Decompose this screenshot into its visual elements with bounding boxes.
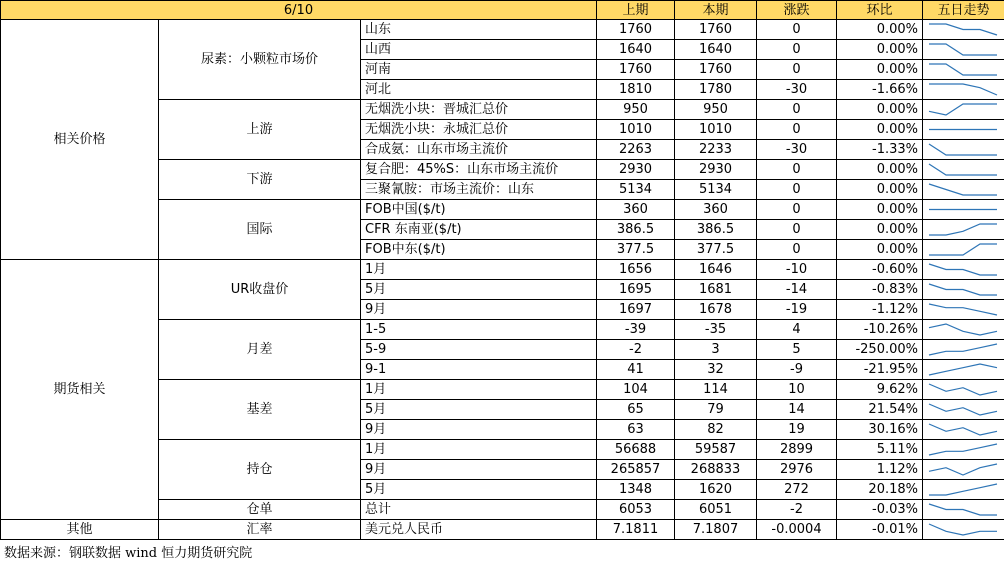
sparkline-line	[929, 364, 997, 375]
subgroup-label: 仓单	[159, 500, 361, 520]
item-name: 复合肥：45%S：山东市场主流价	[361, 160, 597, 180]
item-name: 1-5	[361, 320, 597, 340]
sparkline	[923, 300, 1004, 320]
change-value: 272	[757, 480, 837, 500]
pct-value: -0.03%	[837, 500, 923, 520]
sparkline-svg	[927, 162, 999, 177]
change-value: 0	[757, 200, 837, 220]
subgroup-label: 汇率	[159, 520, 361, 540]
sparkline-line	[929, 524, 997, 535]
sparkline-line	[929, 104, 997, 115]
item-name: 1月	[361, 380, 597, 400]
sparkline	[923, 260, 1004, 280]
prev-value: 377.5	[597, 240, 675, 260]
item-name: 合成氨：山东市场主流价	[361, 140, 597, 160]
sparkline	[923, 40, 1004, 60]
subgroup-label: 下游	[159, 160, 361, 200]
sparkline-svg	[927, 342, 999, 357]
sparkline-svg	[927, 102, 999, 117]
header-trend: 五日走势	[923, 1, 1004, 20]
curr-value: 82	[675, 420, 757, 440]
change-value: 0	[757, 60, 837, 80]
curr-value: 1760	[675, 60, 757, 80]
pct-value: 0.00%	[837, 40, 923, 60]
sparkline-svg	[927, 502, 999, 517]
sparkline-svg	[927, 202, 999, 217]
sparkline	[923, 100, 1004, 120]
sparkline-line	[929, 404, 997, 415]
pct-value: 0.00%	[837, 200, 923, 220]
pct-value: 20.18%	[837, 480, 923, 500]
change-value: -30	[757, 80, 837, 100]
sparkline-svg	[927, 462, 999, 477]
pct-value: -21.95%	[837, 360, 923, 380]
sparkline	[923, 140, 1004, 160]
sparkline	[923, 220, 1004, 240]
sparkline-line	[929, 284, 997, 295]
prev-value: 2263	[597, 140, 675, 160]
change-value: 0	[757, 240, 837, 260]
sparkline-line	[929, 164, 997, 175]
sparkline-svg	[927, 262, 999, 277]
pct-value: 9.62%	[837, 380, 923, 400]
curr-value: 950	[675, 100, 757, 120]
change-value: -0.0004	[757, 520, 837, 540]
sparkline-svg	[927, 362, 999, 377]
item-name: FOB中东($/t)	[361, 240, 597, 260]
sparkline-line	[929, 244, 997, 255]
pct-value: -1.66%	[837, 80, 923, 100]
change-value: -10	[757, 260, 837, 280]
change-value: -9	[757, 360, 837, 380]
sparkline-line	[929, 504, 997, 515]
item-name: 河北	[361, 80, 597, 100]
item-name: 5月	[361, 280, 597, 300]
sparkline-svg	[927, 322, 999, 337]
sparkline	[923, 280, 1004, 300]
change-value: 0	[757, 120, 837, 140]
pct-value: 0.00%	[837, 120, 923, 140]
sparkline-svg	[927, 482, 999, 497]
sparkline	[923, 380, 1004, 400]
pct-value: -1.12%	[837, 300, 923, 320]
sparkline-line	[929, 224, 997, 235]
curr-value: 79	[675, 400, 757, 420]
sparkline	[923, 460, 1004, 480]
curr-value: 386.5	[675, 220, 757, 240]
prev-value: 386.5	[597, 220, 675, 240]
prev-value: 950	[597, 100, 675, 120]
prev-value: 1010	[597, 120, 675, 140]
prev-value: 1760	[597, 20, 675, 40]
item-name: 山西	[361, 40, 597, 60]
sparkline	[923, 480, 1004, 500]
change-value: 14	[757, 400, 837, 420]
sparkline-line	[929, 184, 997, 195]
curr-value: 114	[675, 380, 757, 400]
header-pct: 环比	[837, 1, 923, 20]
sparkline-line	[929, 424, 997, 435]
sparkline	[923, 120, 1004, 140]
curr-value: 3	[675, 340, 757, 360]
item-name: 9月	[361, 460, 597, 480]
item-name: 5月	[361, 480, 597, 500]
prev-value: 6053	[597, 500, 675, 520]
change-value: 0	[757, 180, 837, 200]
change-value: 0	[757, 160, 837, 180]
change-value: 19	[757, 420, 837, 440]
item-name: FOB中国($/t)	[361, 200, 597, 220]
pct-value: 0.00%	[837, 160, 923, 180]
curr-value: 32	[675, 360, 757, 380]
pct-value: 0.00%	[837, 220, 923, 240]
item-name: 1月	[361, 260, 597, 280]
curr-value: 1010	[675, 120, 757, 140]
sparkline-line	[929, 144, 997, 155]
sparkline	[923, 180, 1004, 200]
item-name: 9月	[361, 300, 597, 320]
group-label: 相关价格	[1, 20, 159, 260]
header-chg: 涨跌	[757, 1, 837, 20]
change-value: 0	[757, 20, 837, 40]
prev-value: -39	[597, 320, 675, 340]
curr-value: 5134	[675, 180, 757, 200]
prev-value: 265857	[597, 460, 675, 480]
header-date: 6/10	[1, 1, 597, 20]
sparkline-svg	[927, 282, 999, 297]
change-value: 0	[757, 220, 837, 240]
sparkline-svg	[927, 82, 999, 97]
curr-value: 1760	[675, 20, 757, 40]
table-row	[1, 260, 1004, 280]
pct-value: 0.00%	[837, 20, 923, 40]
curr-value: 1646	[675, 260, 757, 280]
sparkline	[923, 360, 1004, 380]
sparkline	[923, 340, 1004, 360]
sparkline-line	[929, 24, 997, 35]
pct-value: 21.54%	[837, 400, 923, 420]
pct-value: -0.01%	[837, 520, 923, 540]
curr-value: 2930	[675, 160, 757, 180]
curr-value: 6051	[675, 500, 757, 520]
change-value: 5	[757, 340, 837, 360]
table-row	[1, 20, 1004, 40]
item-name: 9-1	[361, 360, 597, 380]
prev-value: 5134	[597, 180, 675, 200]
item-name: 9月	[361, 420, 597, 440]
pct-value: -0.60%	[837, 260, 923, 280]
sparkline-svg	[927, 442, 999, 457]
change-value: 4	[757, 320, 837, 340]
change-value: 0	[757, 40, 837, 60]
group-label: 期货相关	[1, 260, 159, 520]
curr-value: -35	[675, 320, 757, 340]
curr-value: 1780	[675, 80, 757, 100]
pct-value: 5.11%	[837, 440, 923, 460]
sparkline-line	[929, 464, 997, 475]
item-name: 5-9	[361, 340, 597, 360]
change-value: -19	[757, 300, 837, 320]
sparkline-svg	[927, 182, 999, 197]
prev-value: -2	[597, 340, 675, 360]
sparkline-svg	[927, 382, 999, 397]
curr-value: 7.1807	[675, 520, 757, 540]
item-name: 山东	[361, 20, 597, 40]
pct-value: 1.12%	[837, 460, 923, 480]
curr-value: 360	[675, 200, 757, 220]
table-row	[1, 520, 1004, 540]
sparkline	[923, 420, 1004, 440]
header-prev: 上期	[597, 1, 675, 20]
prev-value: 7.1811	[597, 520, 675, 540]
change-value: 10	[757, 380, 837, 400]
sparkline-line	[929, 264, 997, 275]
prev-value: 65	[597, 400, 675, 420]
pct-value: 0.00%	[837, 180, 923, 200]
item-name: 三聚氰胺：市场主流价：山东	[361, 180, 597, 200]
sparkline	[923, 80, 1004, 100]
item-name: 1月	[361, 440, 597, 460]
sparkline	[923, 20, 1004, 40]
sparkline-line	[929, 44, 997, 55]
pct-value: 30.16%	[837, 420, 923, 440]
item-name: 美元兑人民币	[361, 520, 597, 540]
prev-value: 1348	[597, 480, 675, 500]
sparkline-svg	[927, 242, 999, 257]
sparkline	[923, 320, 1004, 340]
prev-value: 1640	[597, 40, 675, 60]
subgroup-label: 月差	[159, 320, 361, 380]
sparkline	[923, 440, 1004, 460]
subgroup-label: 持仓	[159, 440, 361, 500]
curr-value: 1640	[675, 40, 757, 60]
item-name: 河南	[361, 60, 597, 80]
prev-value: 41	[597, 360, 675, 380]
sparkline-line	[929, 344, 997, 355]
pct-value: 0.00%	[837, 60, 923, 80]
sparkline-svg	[927, 522, 999, 537]
curr-value: 1681	[675, 280, 757, 300]
prev-value: 1695	[597, 280, 675, 300]
prev-value: 63	[597, 420, 675, 440]
sparkline-line	[929, 444, 997, 455]
change-value: 2976	[757, 460, 837, 480]
curr-value: 59587	[675, 440, 757, 460]
sparkline-line	[929, 84, 997, 95]
item-name: 无烟洗小块：晋城汇总价	[361, 100, 597, 120]
sparkline-svg	[927, 142, 999, 157]
item-name: CFR 东南亚($/t)	[361, 220, 597, 240]
item-name: 无烟洗小块：永城汇总价	[361, 120, 597, 140]
sparkline-svg	[927, 62, 999, 77]
subgroup-label: 上游	[159, 100, 361, 160]
pct-value: 0.00%	[837, 240, 923, 260]
sparkline-svg	[927, 222, 999, 237]
subgroup-label: 基差	[159, 380, 361, 440]
curr-value: 1678	[675, 300, 757, 320]
pct-value: 0.00%	[837, 100, 923, 120]
item-name: 总计	[361, 500, 597, 520]
prev-value: 1656	[597, 260, 675, 280]
prev-value: 104	[597, 380, 675, 400]
prev-value: 1697	[597, 300, 675, 320]
change-value: -14	[757, 280, 837, 300]
sparkline-svg	[927, 122, 999, 137]
group-label: 其他	[1, 520, 159, 540]
pct-value: -10.26%	[837, 320, 923, 340]
curr-value: 2233	[675, 140, 757, 160]
sparkline-svg	[927, 42, 999, 57]
sparkline-svg	[927, 402, 999, 417]
header-curr: 本期	[675, 1, 757, 20]
sparkline-svg	[927, 22, 999, 37]
sparkline	[923, 200, 1004, 220]
subgroup-label: 尿素：小颗粒市场价	[159, 20, 361, 100]
sparkline-line	[929, 304, 997, 315]
curr-value: 377.5	[675, 240, 757, 260]
curr-value: 1620	[675, 480, 757, 500]
prev-value: 56688	[597, 440, 675, 460]
sparkline-line	[929, 64, 997, 75]
prev-value: 2930	[597, 160, 675, 180]
change-value: 0	[757, 100, 837, 120]
prev-value: 360	[597, 200, 675, 220]
sparkline-line	[929, 384, 997, 395]
pct-value: -0.83%	[837, 280, 923, 300]
subgroup-label: 国际	[159, 200, 361, 260]
change-value: -2	[757, 500, 837, 520]
prev-value: 1760	[597, 60, 675, 80]
change-value: 2899	[757, 440, 837, 460]
footer-source: 数据来源：钢联数据 wind 恒力期货研究院	[0, 540, 1004, 563]
sparkline	[923, 240, 1004, 260]
sparkline-svg	[927, 302, 999, 317]
subgroup-label: UR收盘价	[159, 260, 361, 320]
sparkline	[923, 160, 1004, 180]
item-name: 5月	[361, 400, 597, 420]
sparkline	[923, 60, 1004, 80]
sparkline	[923, 500, 1004, 520]
sparkline	[923, 400, 1004, 420]
pct-value: -1.33%	[837, 140, 923, 160]
header-row	[1, 1, 1004, 20]
sparkline-line	[929, 484, 997, 495]
sparkline	[923, 520, 1004, 540]
prev-value: 1810	[597, 80, 675, 100]
pct-value: -250.00%	[837, 340, 923, 360]
sparkline-line	[929, 324, 997, 335]
curr-value: 268833	[675, 460, 757, 480]
change-value: -30	[757, 140, 837, 160]
sparkline-svg	[927, 422, 999, 437]
table-body	[1, 20, 1004, 540]
